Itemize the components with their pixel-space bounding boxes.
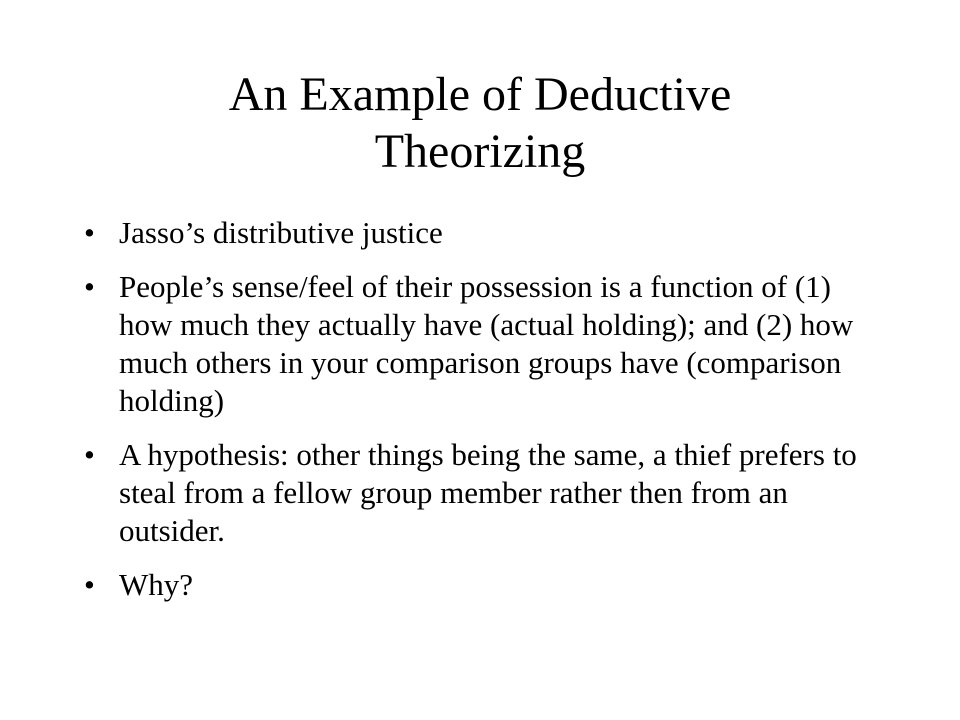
- bullet-list: [84, 214, 884, 620]
- bullet-item: [84, 436, 884, 550]
- bullet-text: Jasso’s distributive justice: [119, 215, 443, 250]
- bullet-marker: •: [84, 437, 95, 472]
- bullet-item: [84, 566, 884, 604]
- bullet-marker: •: [84, 269, 95, 304]
- bullet-marker: •: [84, 567, 95, 602]
- bullet-marker: •: [84, 215, 95, 250]
- bullet-item: [84, 214, 884, 252]
- bullet-text: People’s sense/feel of their possession is a function of (1) how much they actually have (actual holding); and (2) how much others in your comparison groups have (comparison holding): [119, 269, 854, 418]
- bullet-item: [84, 268, 884, 420]
- bullet-text: Why?: [119, 567, 194, 602]
- slide-title: An Example of Deductive Theorizing: [228, 68, 732, 178]
- bullet-text: A hypothesis: other things being the same, a thief prefers to steal from a fellow group member rather then from an outsider.: [119, 437, 857, 548]
